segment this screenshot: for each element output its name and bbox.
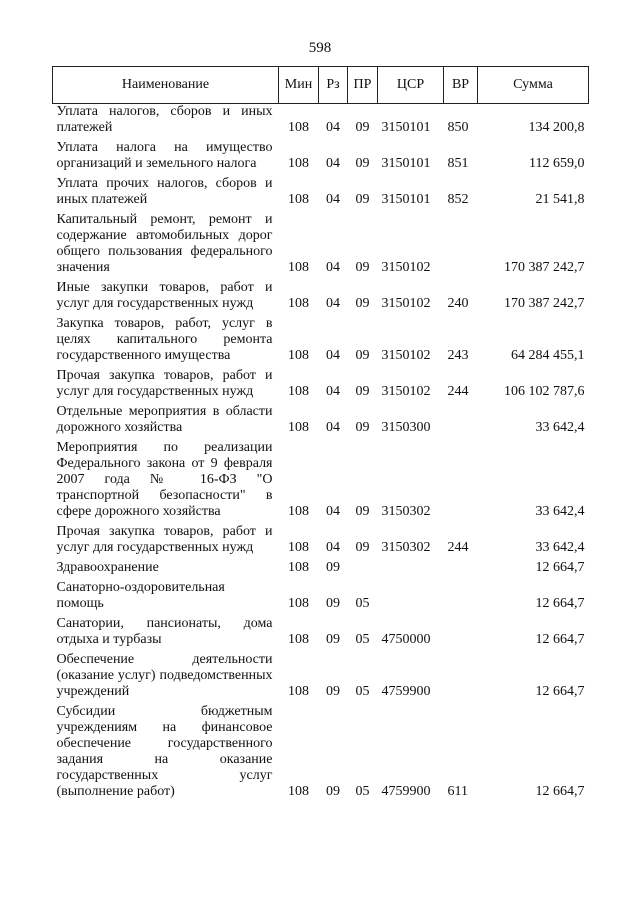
row-sum: 33 642,4: [535, 540, 585, 555]
table-row: [53, 140, 589, 176]
table-row: [53, 368, 589, 404]
row-vr: [444, 616, 478, 652]
header-pr: ПР: [348, 67, 378, 104]
row-min: 108: [288, 596, 309, 611]
table-row: [53, 560, 589, 580]
row-pr: 09: [355, 156, 370, 171]
row-sum: 112 659,0: [529, 156, 585, 171]
row-pr: 05: [355, 784, 370, 799]
row-rz: 04: [326, 420, 340, 435]
row-sum: 12 664,7: [535, 684, 585, 699]
row-csr: 4750000: [381, 632, 431, 647]
row-csr: 4759900: [381, 684, 431, 699]
row-min: 108: [288, 156, 309, 171]
row-min: 108: [288, 784, 309, 799]
table-header-row: [53, 67, 589, 104]
row-csr: [378, 560, 444, 580]
page-number: 598: [308, 40, 332, 56]
row-min: 108: [288, 420, 309, 435]
header-sum: Сумма: [478, 67, 589, 104]
row-rz: 04: [326, 540, 340, 555]
table-row: [53, 316, 589, 368]
row-csr: 3150101: [381, 156, 431, 171]
row-pr: 09: [355, 420, 370, 435]
row-pr: 09: [355, 192, 370, 207]
row-vr: 244: [447, 540, 469, 555]
row-rz: 04: [326, 504, 340, 519]
table-row: [53, 280, 589, 316]
row-sum: 12 664,7: [535, 784, 585, 799]
row-pr: 05: [355, 596, 370, 611]
row-vr: [444, 212, 478, 280]
row-name: Капитальный ремонт, ремонт и содержание автомобильных дорог общего пользования федерального значения: [56, 212, 273, 275]
row-pr: 05: [355, 632, 370, 647]
row-name: Санаторно-оздоровительная помощь: [56, 580, 225, 611]
row-vr: [444, 404, 478, 440]
row-name: Мероприятия по реализации Федерального закона от 9 февраля 2007 года № 16-ФЗ "О транспортной безопасности" в сфере дорожного хозяйства: [56, 440, 273, 519]
row-vr: [444, 652, 478, 704]
row-name: Санатории, пансионаты, дома отдыха и турбазы: [56, 616, 273, 647]
row-rz: 09: [326, 596, 340, 611]
row-csr: 3150302: [381, 540, 431, 555]
row-name: Уплата налога на имущество организаций и земельного налога: [56, 140, 273, 171]
row-pr: 09: [355, 296, 370, 311]
table-row: [53, 704, 589, 804]
row-csr: 3150102: [381, 260, 431, 275]
row-sum: 21 541,8: [535, 192, 585, 207]
row-vr: 243: [447, 348, 469, 363]
row-sum: 64 284 455,1: [511, 348, 585, 363]
row-csr: 3150102: [381, 384, 431, 399]
row-rz: 09: [326, 684, 340, 699]
row-sum: 134 200,8: [528, 120, 585, 135]
header-vr: ВР: [444, 67, 478, 104]
row-vr: 851: [447, 156, 469, 171]
row-rz: 09: [326, 632, 340, 647]
row-rz: 04: [326, 348, 340, 363]
row-pr: 09: [355, 260, 370, 275]
row-vr: 850: [447, 120, 469, 135]
row-vr: 240: [447, 296, 469, 311]
row-sum: 33 642,4: [535, 504, 585, 519]
row-sum: 33 642,4: [535, 420, 585, 435]
row-pr: [348, 560, 378, 580]
table-row: [53, 440, 589, 524]
row-rz: 04: [326, 156, 340, 171]
table-row: [53, 616, 589, 652]
row-name: Субсидии бюджетным учреждениям на финансовое обеспечение государственного задания на оказание государственных услуг (выполнение работ): [56, 704, 273, 799]
row-rz: 09: [326, 560, 340, 575]
row-csr: 3150101: [381, 192, 431, 207]
row-csr: 3150302: [381, 504, 431, 519]
row-sum: 12 664,7: [535, 632, 585, 647]
table-row: [53, 580, 589, 616]
row-rz: 04: [326, 296, 340, 311]
budget-table: [52, 66, 589, 804]
row-min: 108: [288, 296, 309, 311]
header-min: Мин: [279, 67, 319, 104]
row-min: 108: [288, 260, 309, 275]
row-rz: 09: [326, 784, 340, 799]
row-pr: 09: [355, 348, 370, 363]
row-name: Обеспечение деятельности (оказание услуг) подведомственных учреждений: [56, 652, 273, 699]
row-sum: 12 664,7: [535, 596, 585, 611]
row-rz: 04: [326, 192, 340, 207]
row-csr: 3150102: [381, 296, 431, 311]
row-csr: 3150102: [381, 348, 431, 363]
row-vr: [444, 580, 478, 616]
row-rz: 04: [326, 120, 340, 135]
header-csr: ЦСР: [378, 67, 444, 104]
row-name: Уплата прочих налогов, сборов и иных платежей: [56, 176, 273, 207]
row-pr: 09: [355, 540, 370, 555]
row-pr: 09: [355, 504, 370, 519]
row-min: 108: [288, 120, 309, 135]
row-sum: 170 387 242,7: [504, 296, 585, 311]
row-min: 108: [288, 504, 309, 519]
table-row: [53, 524, 589, 560]
header-rz: Рз: [319, 67, 348, 104]
row-csr: 3150101: [381, 120, 431, 135]
row-pr: 09: [355, 384, 370, 399]
row-min: 108: [288, 560, 309, 575]
row-pr: 09: [355, 120, 370, 135]
table-row: [53, 212, 589, 280]
table-row: [53, 104, 589, 141]
row-sum: 170 387 242,7: [504, 260, 585, 275]
row-pr: 05: [355, 684, 370, 699]
table-row: [53, 404, 589, 440]
row-rz: 04: [326, 260, 340, 275]
row-csr: 3150300: [381, 420, 431, 435]
row-min: 108: [288, 348, 309, 363]
row-min: 108: [288, 192, 309, 207]
row-vr: 611: [447, 784, 468, 799]
row-rz: 04: [326, 384, 340, 399]
row-vr: [444, 560, 478, 580]
row-name: Прочая закупка товаров, работ и услуг для государственных нужд: [56, 524, 273, 555]
row-min: 108: [288, 684, 309, 699]
row-vr: [444, 440, 478, 524]
row-name: Уплата налогов, сборов и иных платежей: [56, 104, 273, 135]
row-vr: 244: [447, 384, 469, 399]
row-min: 108: [288, 540, 309, 555]
row-name: Иные закупки товаров, работ и услуг для государственных нужд: [56, 280, 273, 311]
row-min: 108: [288, 632, 309, 647]
table-row: [53, 652, 589, 704]
row-sum: 12 664,7: [535, 560, 585, 575]
row-name: Отдельные мероприятия в области дорожного хозяйства: [56, 404, 273, 435]
row-vr: 852: [447, 192, 469, 207]
row-name: Здравоохранение: [56, 560, 159, 575]
table-row: [53, 176, 589, 212]
row-csr: 4759900: [381, 784, 431, 799]
row-min: 108: [288, 384, 309, 399]
row-csr: [378, 580, 444, 616]
header-name: Наименование: [53, 67, 279, 104]
row-sum: 106 102 787,6: [504, 384, 585, 399]
row-name: Закупка товаров, работ, услуг в целях капитального ремонта государственного имущества: [56, 316, 273, 363]
row-name: Прочая закупка товаров, работ и услуг для государственных нужд: [56, 368, 273, 399]
